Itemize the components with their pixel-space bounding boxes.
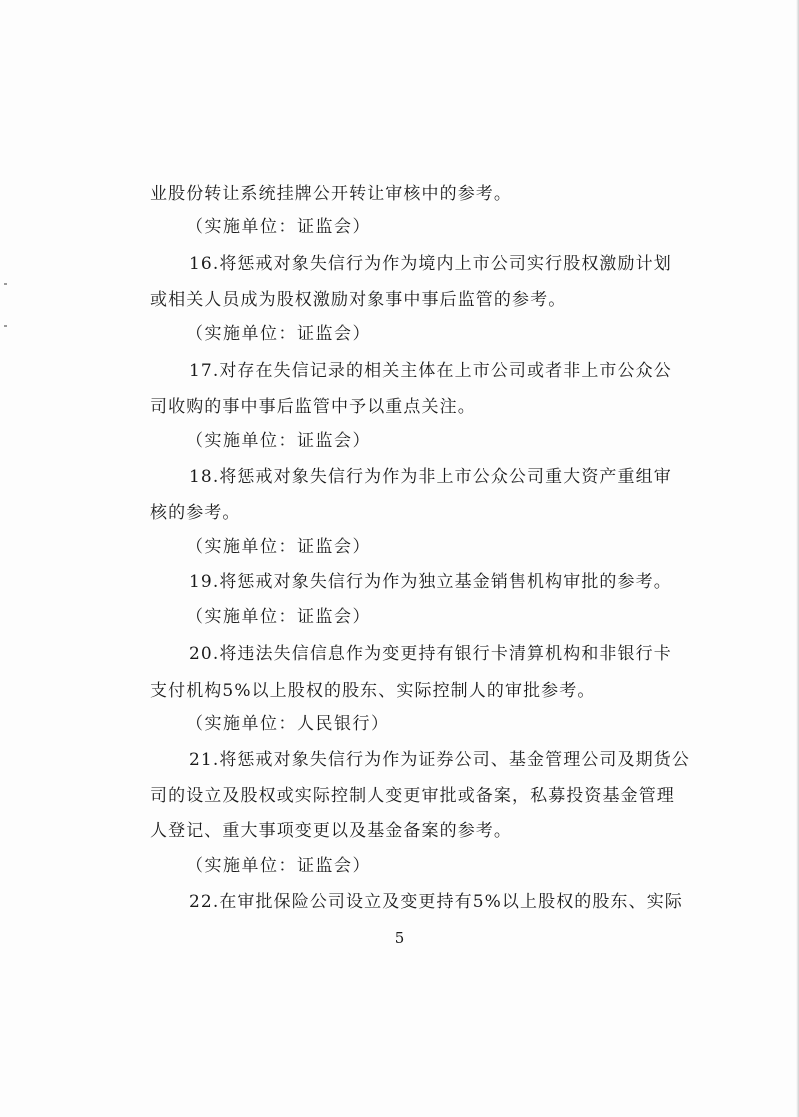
body-line: 支付机构5%以上股权的股东、实际控制人的审批参考。: [150, 681, 596, 701]
implementing-unit: （实施单位：证监会）: [186, 856, 371, 876]
paragraph-18-start: 18.将惩戒对象失信行为作为非上市公众公司重大资产重组审: [189, 467, 672, 487]
paragraph-17-start: 17.对存在失信记录的相关主体在上市公司或者非上市公众公: [189, 361, 672, 381]
implementing-unit: （实施单位：人民银行）: [186, 714, 390, 734]
body-line: 核的参考。: [150, 503, 241, 523]
scan-mark: [4, 325, 7, 327]
paragraph-22-start: 22.在审批保险公司设立及变更持有5%以上股权的股东、实际: [189, 892, 683, 912]
page-number: 5: [394, 929, 405, 947]
implementing-unit: （实施单位：证监会）: [186, 431, 371, 451]
implementing-unit: （实施单位：证监会）: [186, 607, 371, 627]
paragraph-19-start: 19.将惩戒对象失信行为作为独立基金销售机构审批的参考。: [189, 572, 672, 592]
paragraph-16-start: 16.将惩戒对象失信行为作为境内上市公司实行股权激励计划: [189, 254, 672, 274]
body-line: 司收购的事中事后监管中予以重点关注。: [150, 397, 476, 417]
body-line: 业股份转让系统挂牌公开转让审核中的参考。: [150, 184, 512, 204]
body-line: 人登记、重大事项变更以及基金备案的参考。: [150, 821, 512, 841]
paragraph-21-start: 21.将惩戒对象失信行为作为证券公司、基金管理公司及期货公: [189, 750, 690, 770]
paragraph-20-start: 20.将违法失信信息作为变更持有银行卡清算机构和非银行卡: [189, 644, 672, 664]
body-line: 司的设立及股权或实际控制人变更审批或备案，私募投资基金管理: [150, 786, 675, 806]
scan-mark: [4, 283, 7, 285]
body-line: 或相关人员成为股权激励对象事中事后监管的参考。: [150, 290, 567, 310]
implementing-unit: （实施单位：证监会）: [186, 217, 371, 237]
implementing-unit: （实施单位：证监会）: [186, 537, 371, 557]
implementing-unit: （实施单位：证监会）: [186, 324, 371, 344]
